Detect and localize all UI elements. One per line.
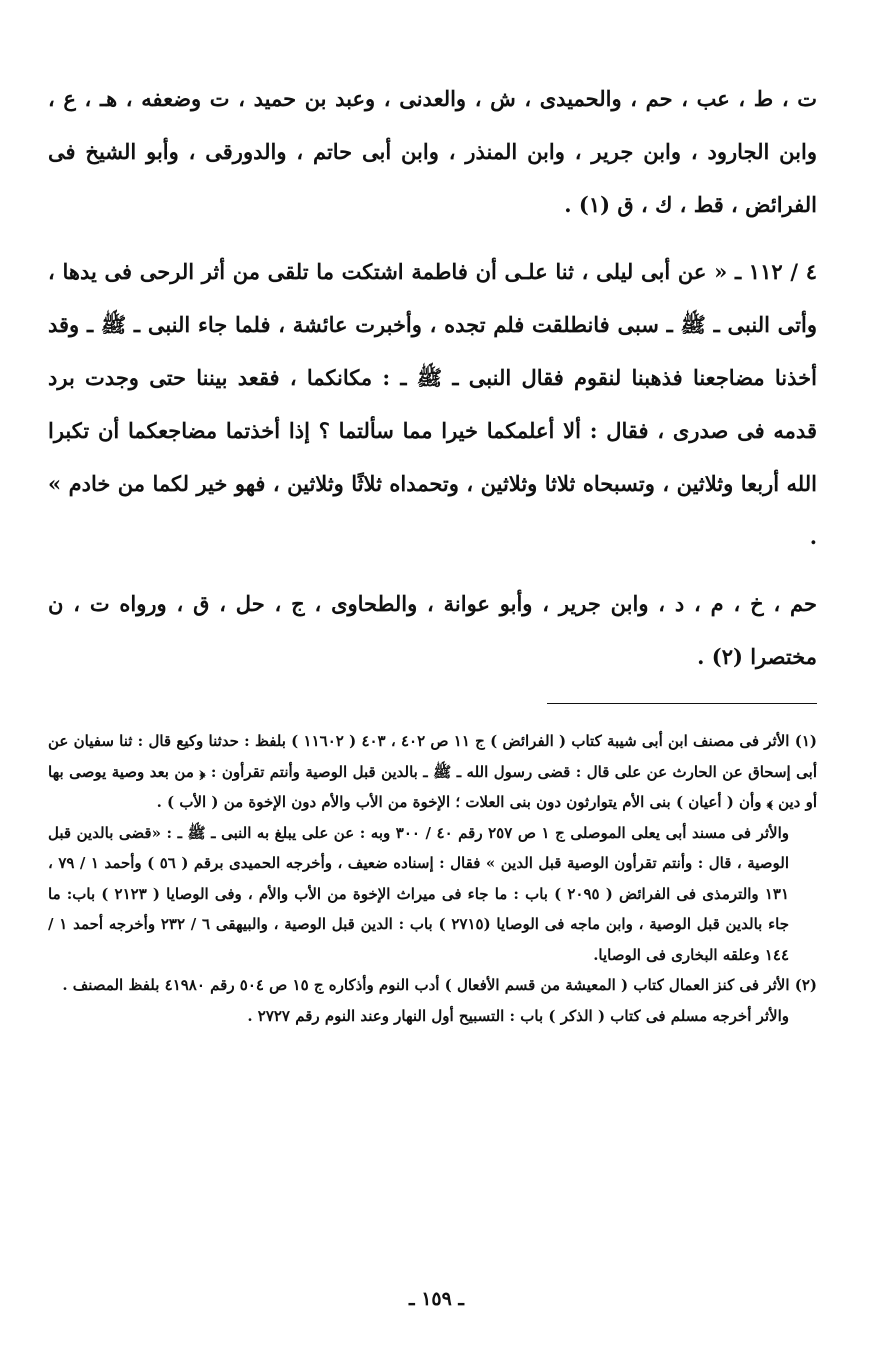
paragraph-hadith: ٤ / ١١٢ ـ « عن أبى ليلى ، ثنا علـى أن فاطمة اشتكت ما تلقى من أثر الرحى فى يدها ، وأتى النبى ـ ﷺ ـ سبى فانطلقت فلم تجده ، وأخبرت عائشة ، فلما جاء النبى ـ ﷺ ـ وقد أخذنا مضاجعنا فذهبنا لنقوم فقال النبى ـ ﷺ ـ : مكانكما ، فقعد بيننا حتى وجدت برد قدمه فى صدرى ، فقال : ألا أعلمكما خيرا مما سألتما ؟ إذا أخذتما مضاجعكما أن تكبرا الله أربعا وثلاثين ، وتسبحاه ثلاثا وثلاثين ، وتحمداه ثلاثًا وثلاثين ، فهو خير لكما من خادم » .	[48, 259, 817, 549]
footnote-separator	[547, 703, 817, 704]
paragraph-sources: ت ، ط ، عب ، حم ، والحميدى ، ش ، والعدنى ، وعبد بن حميد ، ت وضعفه ، هـ ، ع ، وابن الجارود ، وابن جرير ، وابن المنذر ، وابن أبى حاتم ، والدورقى ، وأبو الشيخ فى الفرائض ، قط ، ك ، ق (١) .	[48, 86, 817, 217]
footnotes	[48, 726, 817, 1031]
footnote-1: (١) الأثر فى مصنف ابن أبى شيبة كتاب ( الفرائض ) ج ١١ ص ٤٠٢ ، ٤٠٣ ( ١١٦٠٢ ) بلفظ : حدثنا وكيع قال : ثنا سفيان عن أبى إسحاق عن الحارث عن على قال : قضى رسول الله ـ ﷺ ـ بالدين قبل الوصية وأنتم تقرأون : ﴿ من بعد وصية يوصى بها أو دين ﴾ وأن ( أعيان ) بنى الأم يتوارثون دون بنى العلات ؛ الإخوة من الأب والأم دون الإخوة من ( الأب ) .	[48, 732, 817, 811]
paragraph-attribution: حم ، خ ، م ، د ، وابن جرير ، وأبو عوانة ، والطحاوى ، ج ، حل ، ق ، ورواه ت ، ن مختصرا (٢) .	[48, 591, 817, 669]
page-number: ـ ١٥٩ ـ	[409, 1288, 464, 1310]
footnote-1-continuation: والأثر فى مسند أبى يعلى الموصلى ج ١ ص ٢٥٧ رقم ٤٠ / ٣٠٠ وبه : عن على يبلغ به النبى ـ ﷺ ـ : «قضى بالدين قبل الوصية ، قال : وأنتم تقرأون الوصية قبل الدين » فقال : إسناده ضعيف ، وأخرجه الحميدى برقم ( ٥٦ ) وأحمد ١ / ٧٩ ، ١٣١ والترمذى فى الفرائض ( ٢٠٩٥ ) باب : ما جاء فى ميراث الإخوة من الأب والأم ، وفى الوصايا ( ٢١٢٣ ) باب: ما جاء بالدين قبل الوصية ، وابن ماجه فى الوصايا (٢٧١٥ ) باب : الدين قبل الوصية ، والبيهقى ٦ / ٢٣٢ وأخرجه أحمد ١ / ١٤٤ وعلقه البخارى فى الوصايا.	[48, 823, 789, 964]
main-text	[48, 72, 817, 697]
footnote-2-continuation: والأثر أخرجه مسلم فى كتاب ( الذكر ) باب : التسبيح أول النهار وعند النوم رقم ٢٧٢٧ .	[247, 1006, 789, 1025]
footnote-2: (٢) الأثر فى كنز العمال كتاب ( المعيشة من قسم الأفعال ) أدب النوم وأذكاره ج ١٥ ص ٥٠٤ رقم ٤١٩٨٠ بلفظ المصنف .	[62, 976, 817, 994]
